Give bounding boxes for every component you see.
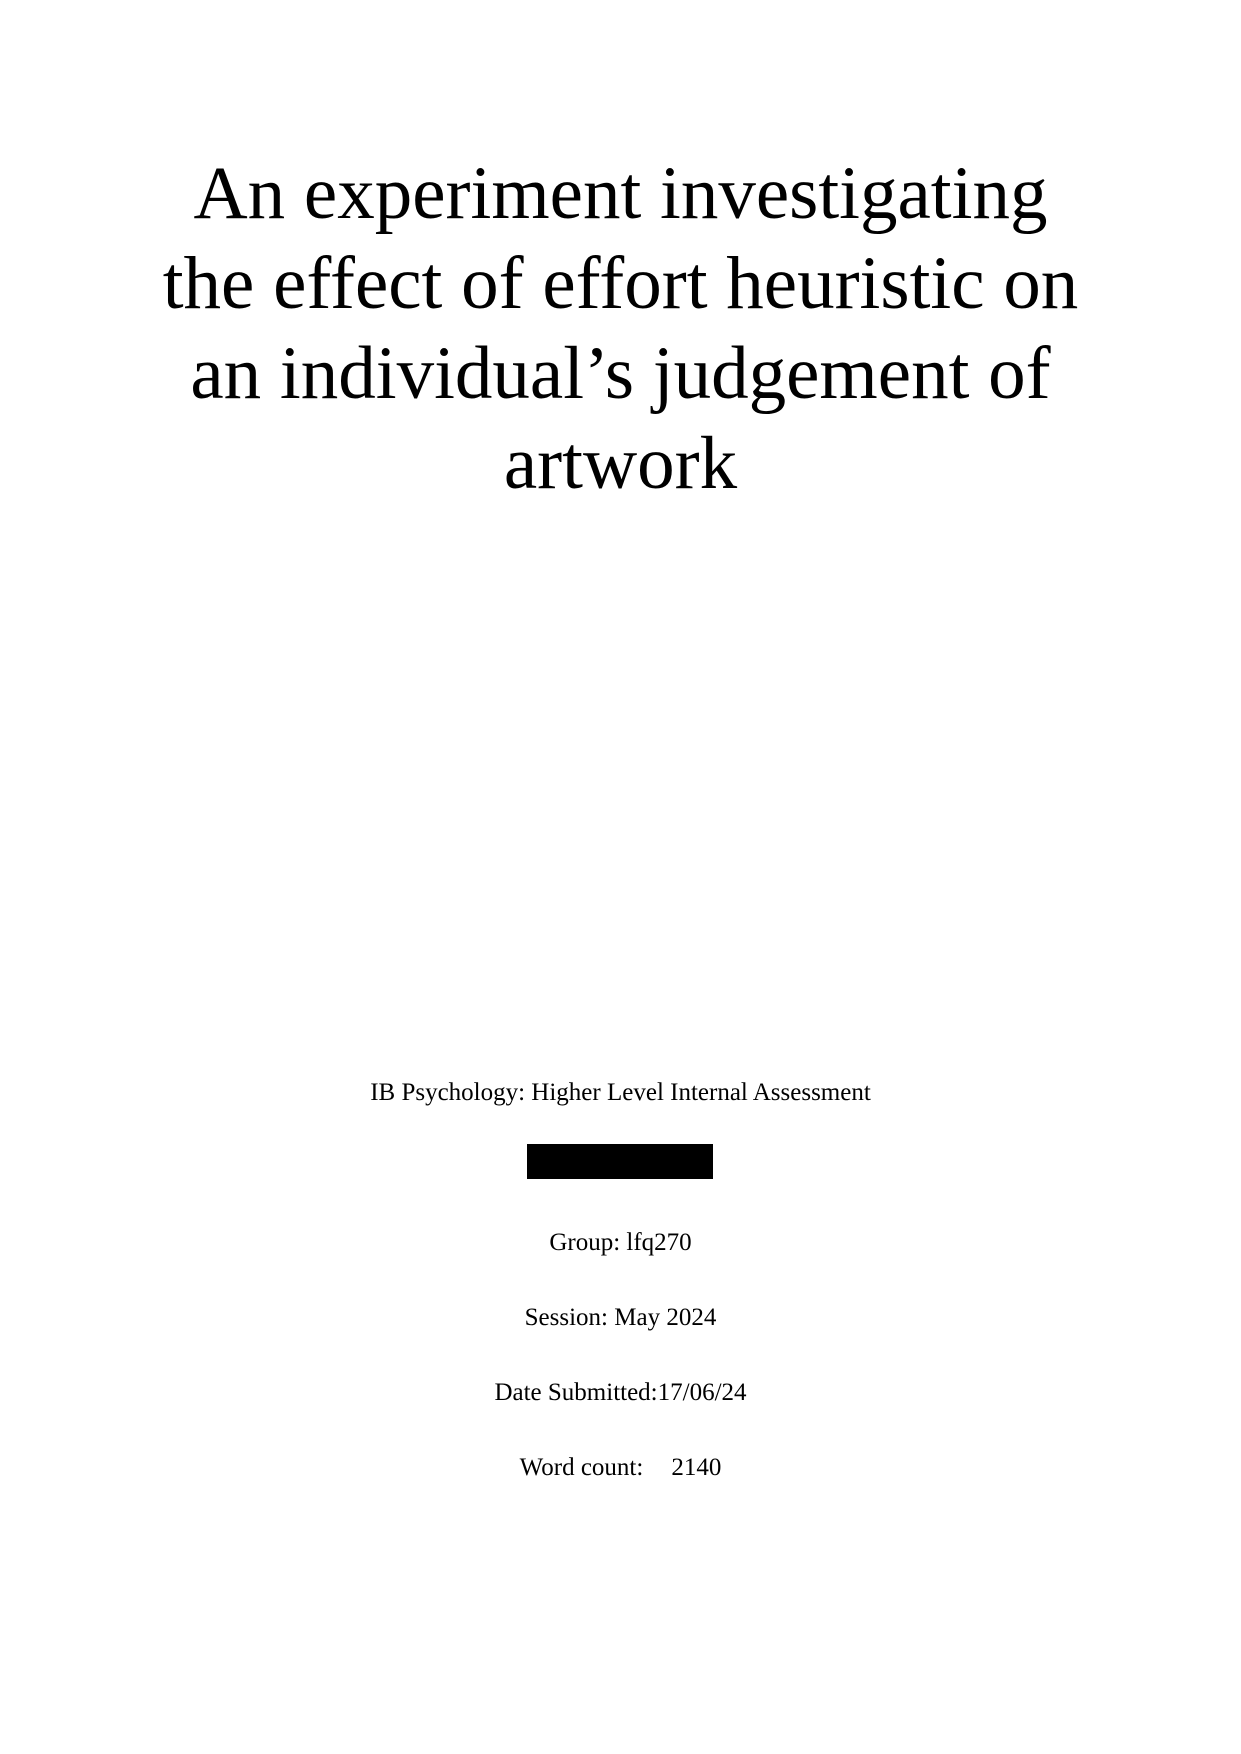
document-title — [0, 149, 1241, 509]
session-line: Session: May 2024 — [524, 1304, 717, 1331]
redacted-name-bar — [527, 1144, 713, 1179]
title-line-2: the effect of effort heuristic on — [162, 242, 1079, 325]
title-line-1: An experiment investigating — [193, 152, 1048, 235]
word-count-line — [0, 1454, 1241, 1482]
date-submitted-line: Date Submitted:17/06/24 — [494, 1379, 747, 1406]
word-count-label: Word count: — [519, 1454, 644, 1481]
group-line: Group: lfq270 — [549, 1229, 692, 1256]
title-line-4: artwork — [503, 422, 738, 505]
title-line-3: an individual’s judgement of — [190, 332, 1051, 415]
word-count-value: 2140 — [671, 1454, 722, 1481]
course-subtitle: IB Psychology: Higher Level Internal Assessment — [370, 1079, 871, 1106]
